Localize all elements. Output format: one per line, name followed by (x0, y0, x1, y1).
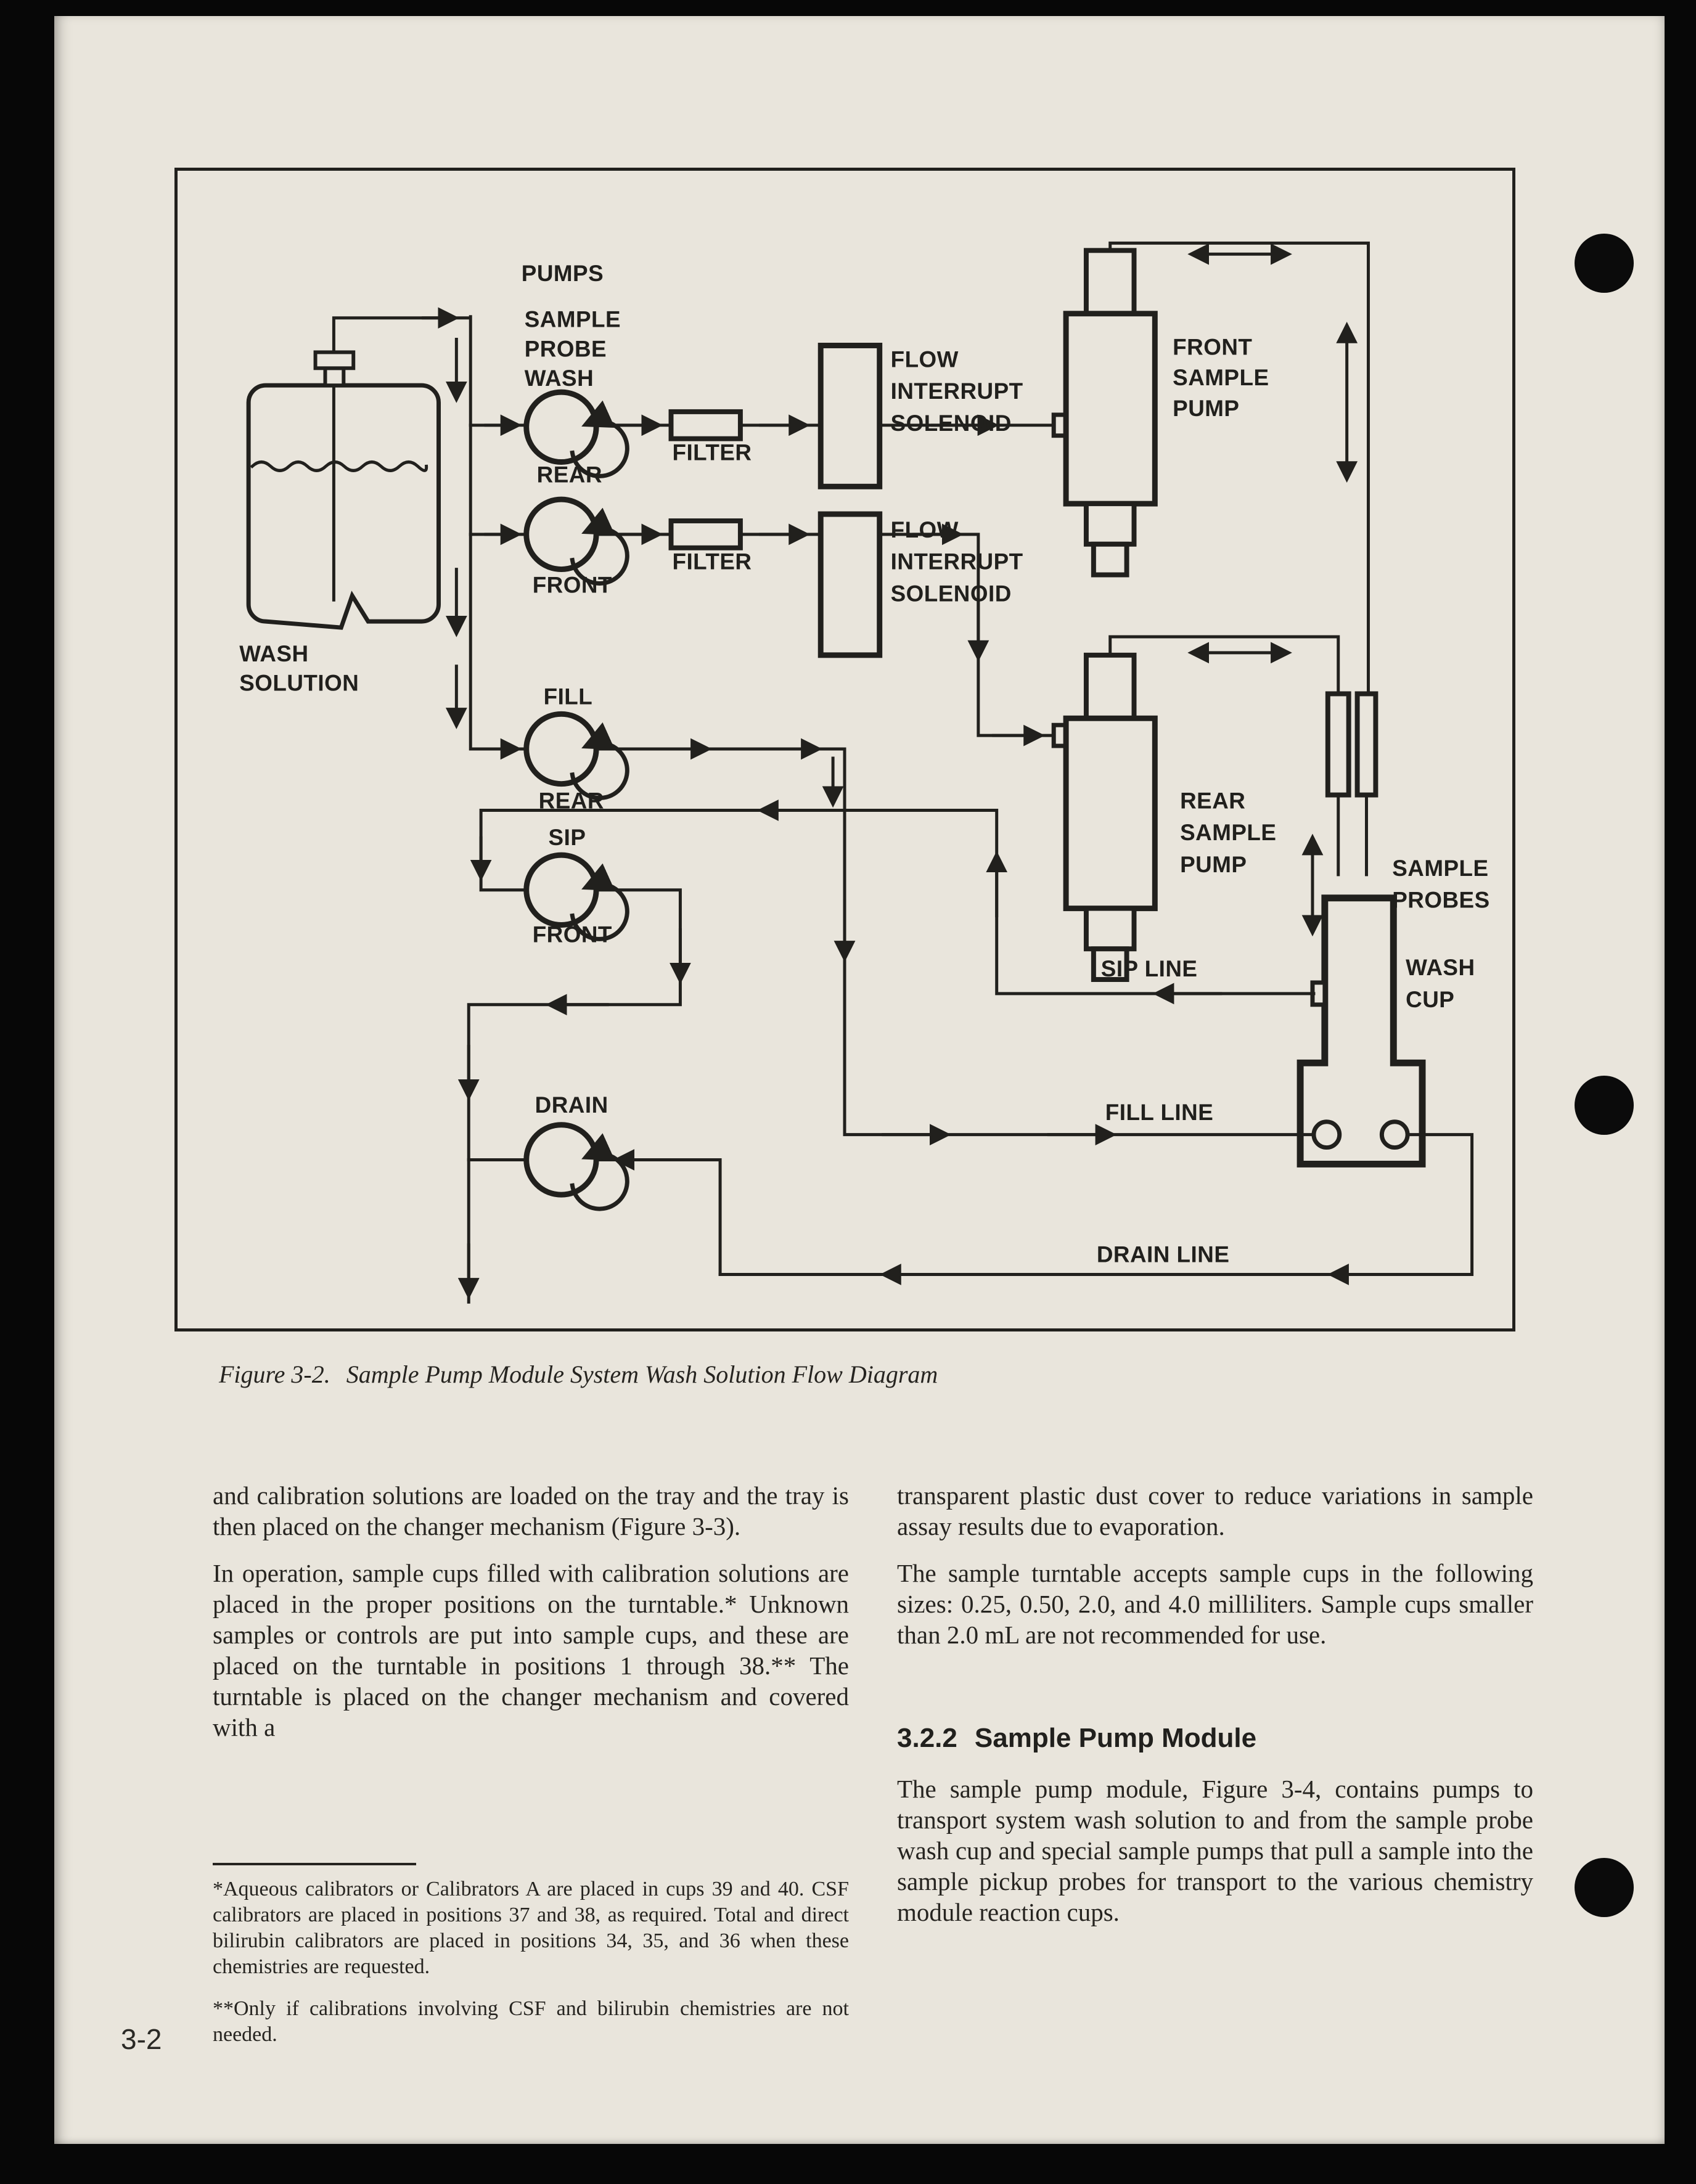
filter2-label: FILTER (672, 549, 752, 575)
flow-interrupt-solenoid-1 (821, 345, 879, 486)
pumps-label: PUMPS (521, 261, 604, 287)
rear-sample-pump-label: PUMP (1180, 851, 1247, 877)
footnote-rule (213, 1863, 416, 1865)
drain-port (1382, 1122, 1407, 1148)
wash-solution-label: WASH (239, 640, 309, 666)
section-heading (897, 1723, 1533, 1754)
solenoid2-label: FLOW (890, 517, 959, 542)
bottle-cap (316, 352, 354, 368)
figure-caption-label: Figure 3-2. (219, 1360, 330, 1388)
fill-label: FILL (543, 684, 593, 710)
pump-sample-probe-wash-front (526, 499, 628, 583)
fill-position-label: REAR (538, 788, 604, 814)
wash-cup-label: CUP (1406, 986, 1455, 1012)
sample-probe-wash-label: SAMPLE (524, 306, 621, 332)
filter-1 (671, 412, 740, 439)
flow-diagram-frame (174, 168, 1515, 1331)
punch-hole (1575, 1858, 1634, 1917)
punch-hole (1575, 1076, 1634, 1135)
footnote: **Only if calibrations involving CSF and bilirubin chemistries are not needed. (213, 1997, 849, 2046)
sample-probes-label: PROBES (1392, 887, 1490, 913)
flow-interrupt-solenoid-2 (821, 514, 879, 655)
paragraph: transparent plastic dust cover to reduce variations in sample assay results due to evaporation. (897, 1481, 1533, 1540)
front-sample-pump-label: PUMP (1173, 395, 1240, 421)
wash-solution-label: SOLUTION (239, 670, 359, 696)
filter1-label: FILTER (672, 440, 752, 465)
rear-sample-pump-label: SAMPLE (1180, 820, 1277, 846)
sip-label: SIP (548, 825, 586, 851)
probe-left (1328, 693, 1349, 795)
paragraph: and calibration solutions are loaded on the tray and the tray is then placed on the changer mechanism (Figure 3-3). (213, 1481, 849, 1540)
pump2-position-label: FRONT (532, 572, 612, 598)
wash-cup (1300, 898, 1422, 1164)
section-number: 3.2.2 (897, 1723, 957, 1753)
pump1-position-label: REAR (536, 462, 602, 488)
wash-solution-bottle (248, 352, 438, 628)
sample-probes-label: SAMPLE (1392, 855, 1489, 881)
right-text-column (897, 1480, 1533, 1944)
left-text-column (213, 1480, 849, 2064)
figure-caption (219, 1360, 1514, 1389)
footnote: *Aqueous calibrators or Calibrators A are placed in cups 39 and 40. CSF calibrators are placed in positions 37 and 38, as required. Total and direct bilirubin calibrators are placed in positions 34, 35, and 36 when these chemistries are requested. (213, 1878, 849, 1978)
wash-cup-label: WASH (1406, 955, 1475, 981)
punch-hole (1575, 234, 1634, 293)
fill-port (1314, 1122, 1340, 1148)
solenoid2-label: INTERRUPT (890, 549, 1023, 575)
solenoid1-label: SOLENOID (890, 410, 1012, 436)
drain-label: DRAIN (535, 1092, 608, 1118)
page-number: 3-2 (121, 2023, 162, 2055)
paper-page (54, 16, 1665, 2144)
drain-circuit (469, 1135, 1472, 1275)
liquid-level-wave (252, 462, 427, 470)
sip-position-label: FRONT (532, 922, 612, 947)
paragraph: The sample pump module, Figure 3-4, contains pumps to transport system wash solution to and from the sample probe wash cup and special sample pumps that pull a sample into the sample pickup probes for transport to the various chemistry module reaction cups. (897, 1775, 1533, 1926)
filter-2 (671, 521, 740, 548)
flow-diagram (178, 171, 1512, 1328)
pump-fill-rear (526, 714, 628, 798)
section-title: Sample Pump Module (974, 1723, 1257, 1753)
paragraph: The sample turntable accepts sample cups in the following sizes: 0.25, 0.50, 2.0, and 4.0 milliliters. Sample cups smaller than 2.0 mL are not recommended for use. (897, 1559, 1533, 1649)
solenoid2-label: SOLENOID (890, 581, 1012, 607)
solenoid1-label: INTERRUPT (890, 378, 1023, 404)
sip-line-label: SIP LINE (1100, 956, 1198, 982)
solenoid1-label: FLOW (890, 346, 959, 372)
rear-sample-pump-label: REAR (1180, 788, 1246, 814)
pump-drain (526, 1125, 628, 1209)
figure-caption-text: Sample Pump Module System Wash Solution Flow Diagram (346, 1360, 938, 1388)
paragraph: In operation, sample cups filled with calibration solutions are placed in the proper positions on the turntable.* Unknown samples or controls are put into sample cups, and these are placed on the turntable in positions 1 through 38.** The turntable is placed on the changer mechanism and covered with a (213, 1559, 849, 1741)
bottle-neck (325, 368, 343, 385)
rear-sample-pump-body (1066, 655, 1155, 980)
front-sample-pump-body (1066, 250, 1155, 575)
fill-line-label: FILL LINE (1105, 1099, 1214, 1125)
drain-line-label: DRAIN LINE (1096, 1241, 1230, 1267)
sample-probe-wash-label: PROBE (524, 336, 607, 362)
front-sample-pump-label: SAMPLE (1173, 365, 1269, 391)
front-sample-pump-label: FRONT (1173, 334, 1253, 360)
sample-probe-wash-label: WASH (524, 366, 594, 391)
probe-right (1358, 693, 1376, 795)
